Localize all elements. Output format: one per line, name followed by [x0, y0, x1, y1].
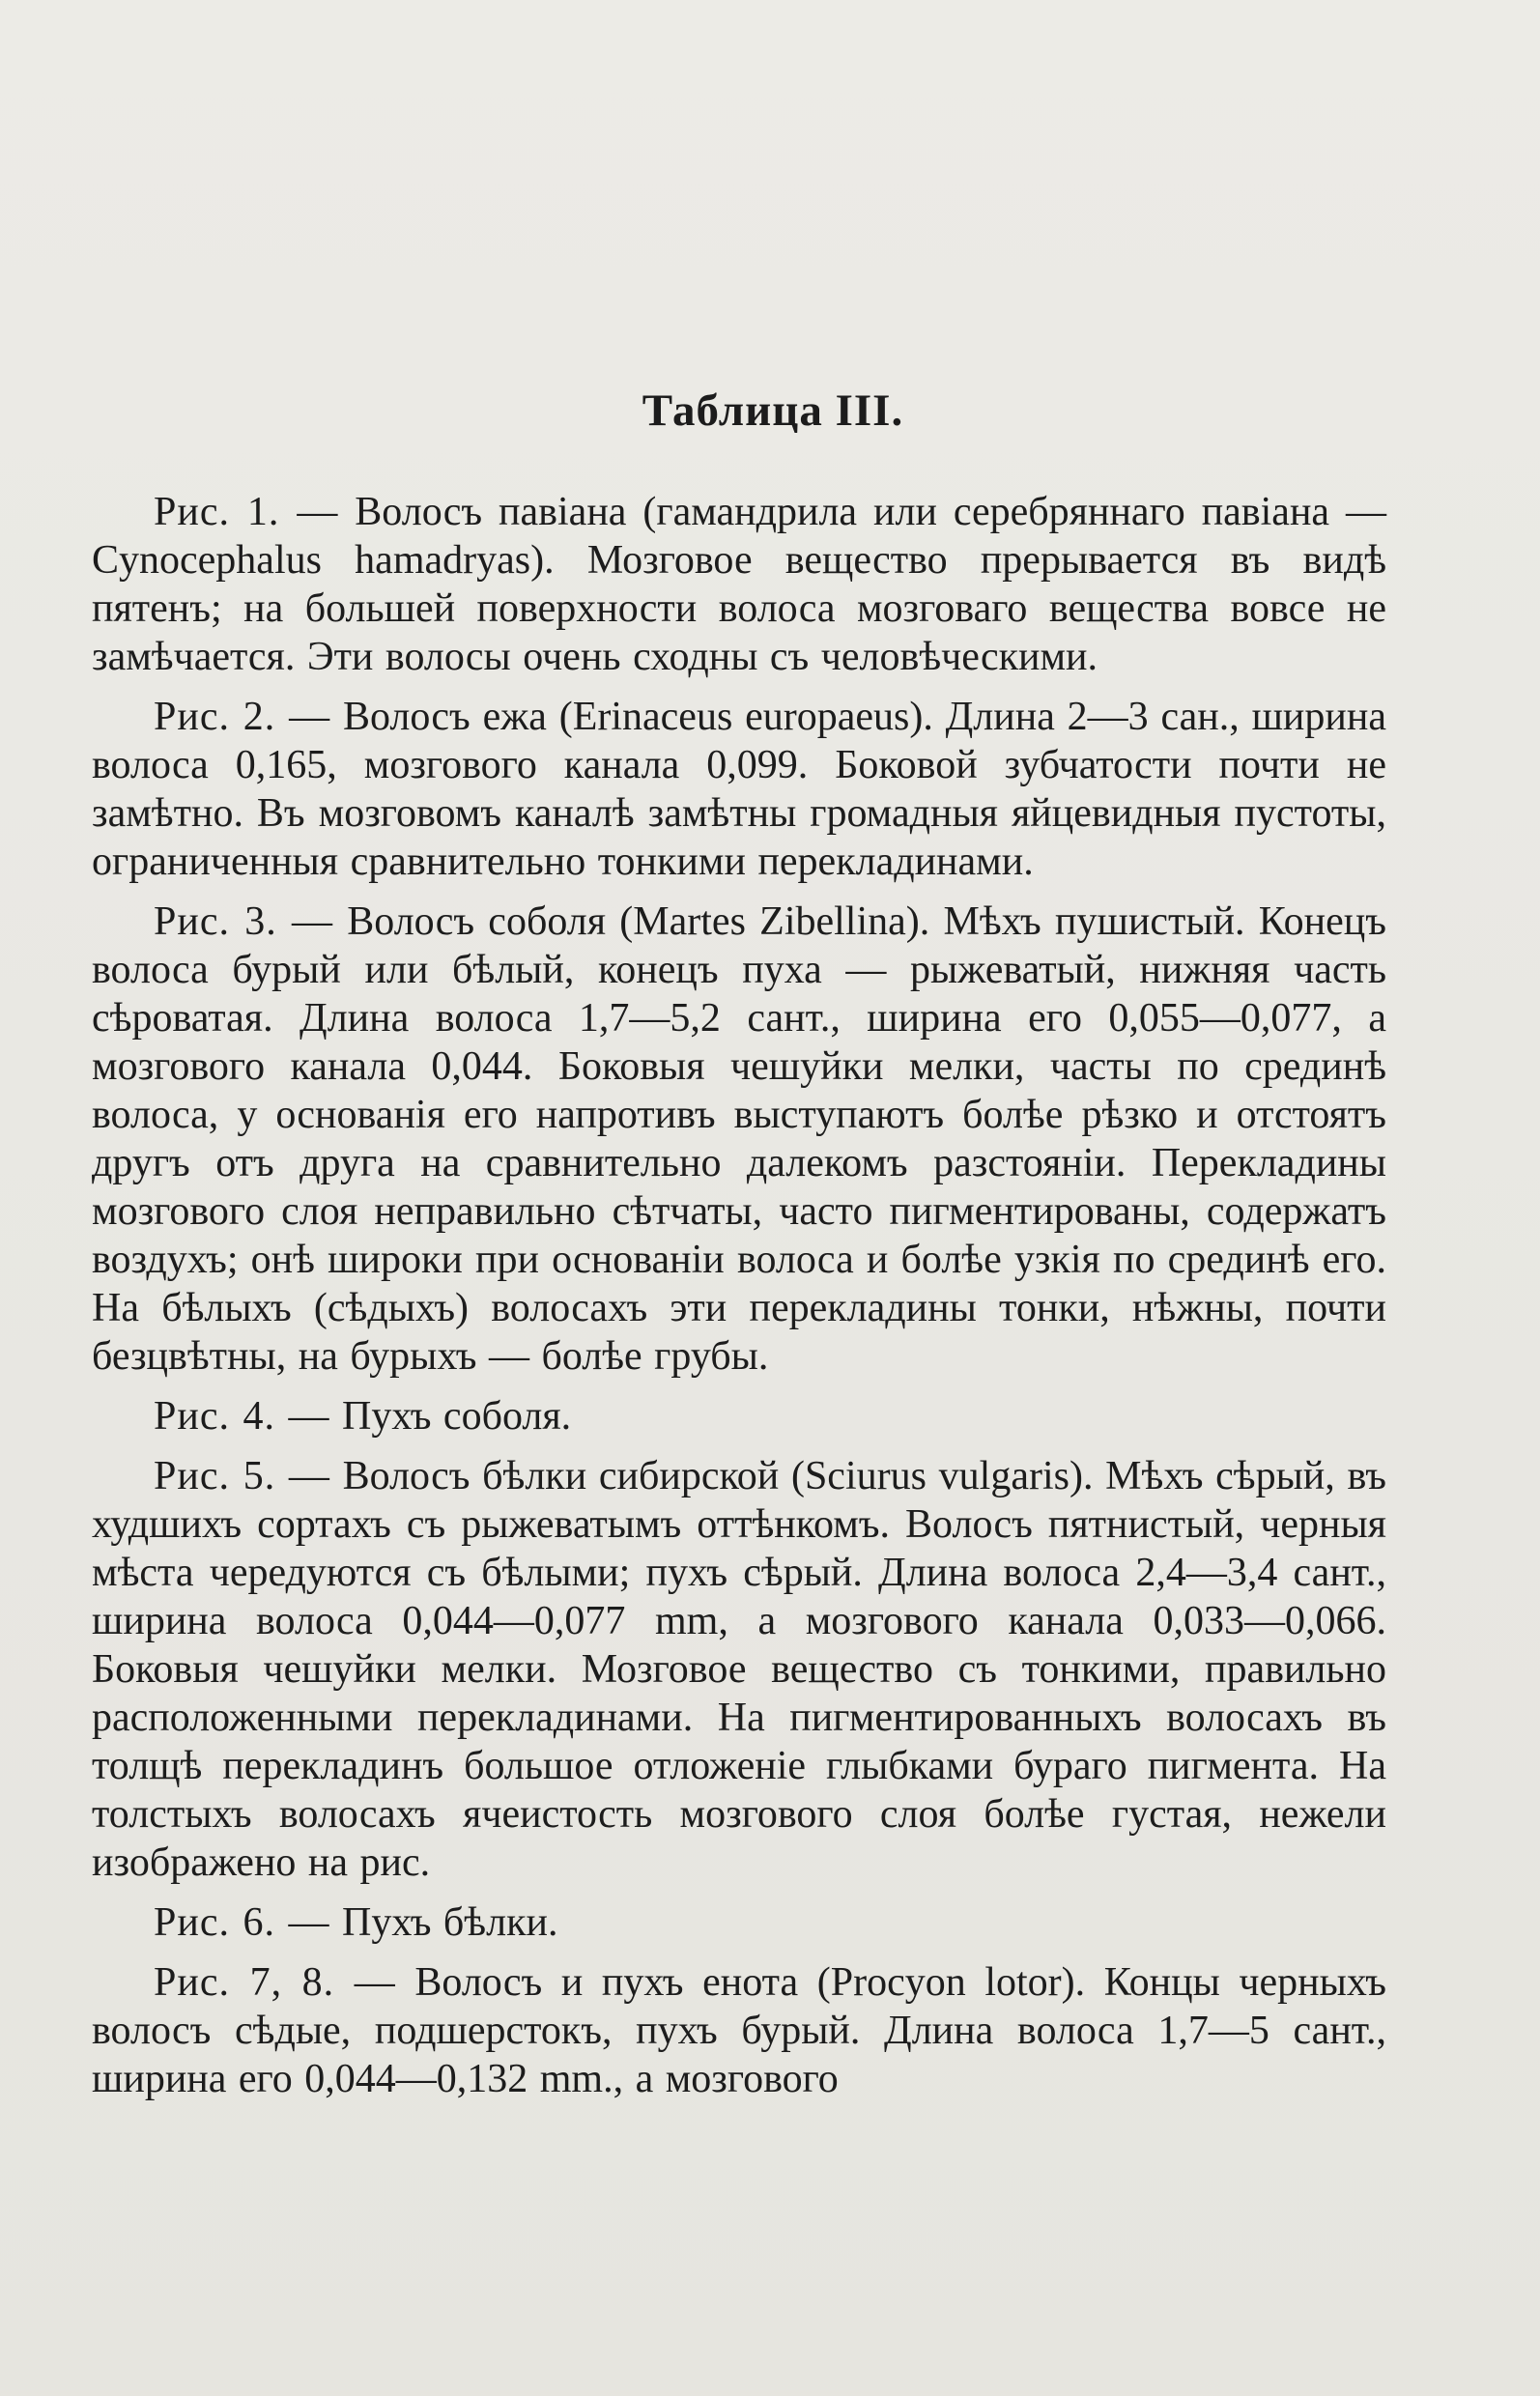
figure-label: Рис. 1. — — [154, 490, 339, 534]
figure-entry-3 — [92, 898, 1386, 1381]
figure-description: Волосъ соболя (Martes Zibellina). Мѣхъ пушистый. Конецъ волоса бурый или бѣлый, конецъ пуха — рыжеватый, нижняя часть сѣроватая. Длина волоса 1,7—5,2 сант., ширина его 0,055—0,077, а мозгового канала 0,044. Боковыя чешуйки мелки, часты по срединѣ волоса, у основанія его напротивъ выступаютъ болѣе рѣзко и отстоятъ другъ отъ друга на сравнительно далекомъ разстояніи. Перекладины мозгового слоя неправильно сѣтчаты, часто пигментированы, содержатъ воздухъ; онѣ широки при основаніи волоса и болѣе узкія по срединѣ его. На бѣлыхъ (сѣдыхъ) волосахъ эти перекладины тонки, нѣжны, почти безцвѣтны, на бурыхъ — болѣе грубы. — [92, 899, 1386, 1379]
figure-description: Волосъ павіана (гамандрила или серебряннаго павіана — Cynocephalus hamadryas). Мозговое вещество прерывается въ видѣ пятенъ; на большей поверхности волоса мозговаго вещества вовсе не замѣчается. Эти волосы очень сходны съ человѣческими. — [92, 490, 1387, 679]
figure-description: Пухъ соболя. — [341, 1394, 572, 1439]
figure-entry-2 — [92, 693, 1386, 886]
figure-label: Рис. 4. — — [154, 1394, 330, 1439]
figure-label: Рис. 6. — — [154, 1900, 330, 1945]
figure-entry-1 — [92, 488, 1386, 681]
figure-label: Рис. 5. — — [154, 1454, 330, 1498]
figure-entry-4 — [92, 1392, 1386, 1440]
figure-label: Рис. 7, 8. — — [154, 1960, 396, 2005]
figure-description: Пухъ бѣлки. — [341, 1900, 558, 1945]
page-title: Таблица III. — [642, 385, 904, 436]
figure-description: Волосъ и пухъ енота (Procyon lotor). Концы черныхъ волосъ сѣдые, подшерстокъ, пухъ бурый. Длина волоса 1,7—5 сант., ширина его 0,044—0,132 mm., а мозгового — [92, 1960, 1387, 2101]
figure-entry-6 — [92, 1898, 1386, 1947]
figure-entry-5 — [92, 1452, 1386, 1887]
figure-description: Волосъ бѣлки сибирской (Sciurus vulgaris). Мѣхъ сѣрый, въ худшихъ сортахъ съ рыжеватымъ оттѣнкомъ. Волосъ пятнистый, черныя мѣста чередуются съ бѣлыми; пухъ сѣрый. Длина волоса 2,4—3,4 сант., ширина волоса 0,044—0,077 mm, а мозгового канала 0,033—0,066. Боковыя чешуйки мелки. Мозговое вещество съ тонкими, правильно расположенными перекладинами. На пигментированныхъ волосахъ въ толщѣ перекладинъ большое отложеніе глыбками бураго пигмента. На толстыхъ волосахъ ячеистость мозгового слоя болѣе густая, нежели изображено на рис. — [92, 1454, 1387, 1885]
text-column — [92, 382, 1386, 2115]
figure-description: Волосъ ежа (Erinaceus europaeus). Длина 2—3 сан., ширина волоса 0,165, мозгового канала 0,099. Боковой зубчатости почти не замѣтно. Въ мозговомъ каналѣ замѣтны громадныя яйцевидныя пустоты, ограниченныя сравнительно тонкими перекладинами. — [92, 695, 1387, 884]
figure-entry-7-8 — [92, 1958, 1386, 2103]
figure-label: Рис. 2. — — [154, 695, 331, 739]
figure-label: Рис. 3. — — [154, 899, 333, 944]
